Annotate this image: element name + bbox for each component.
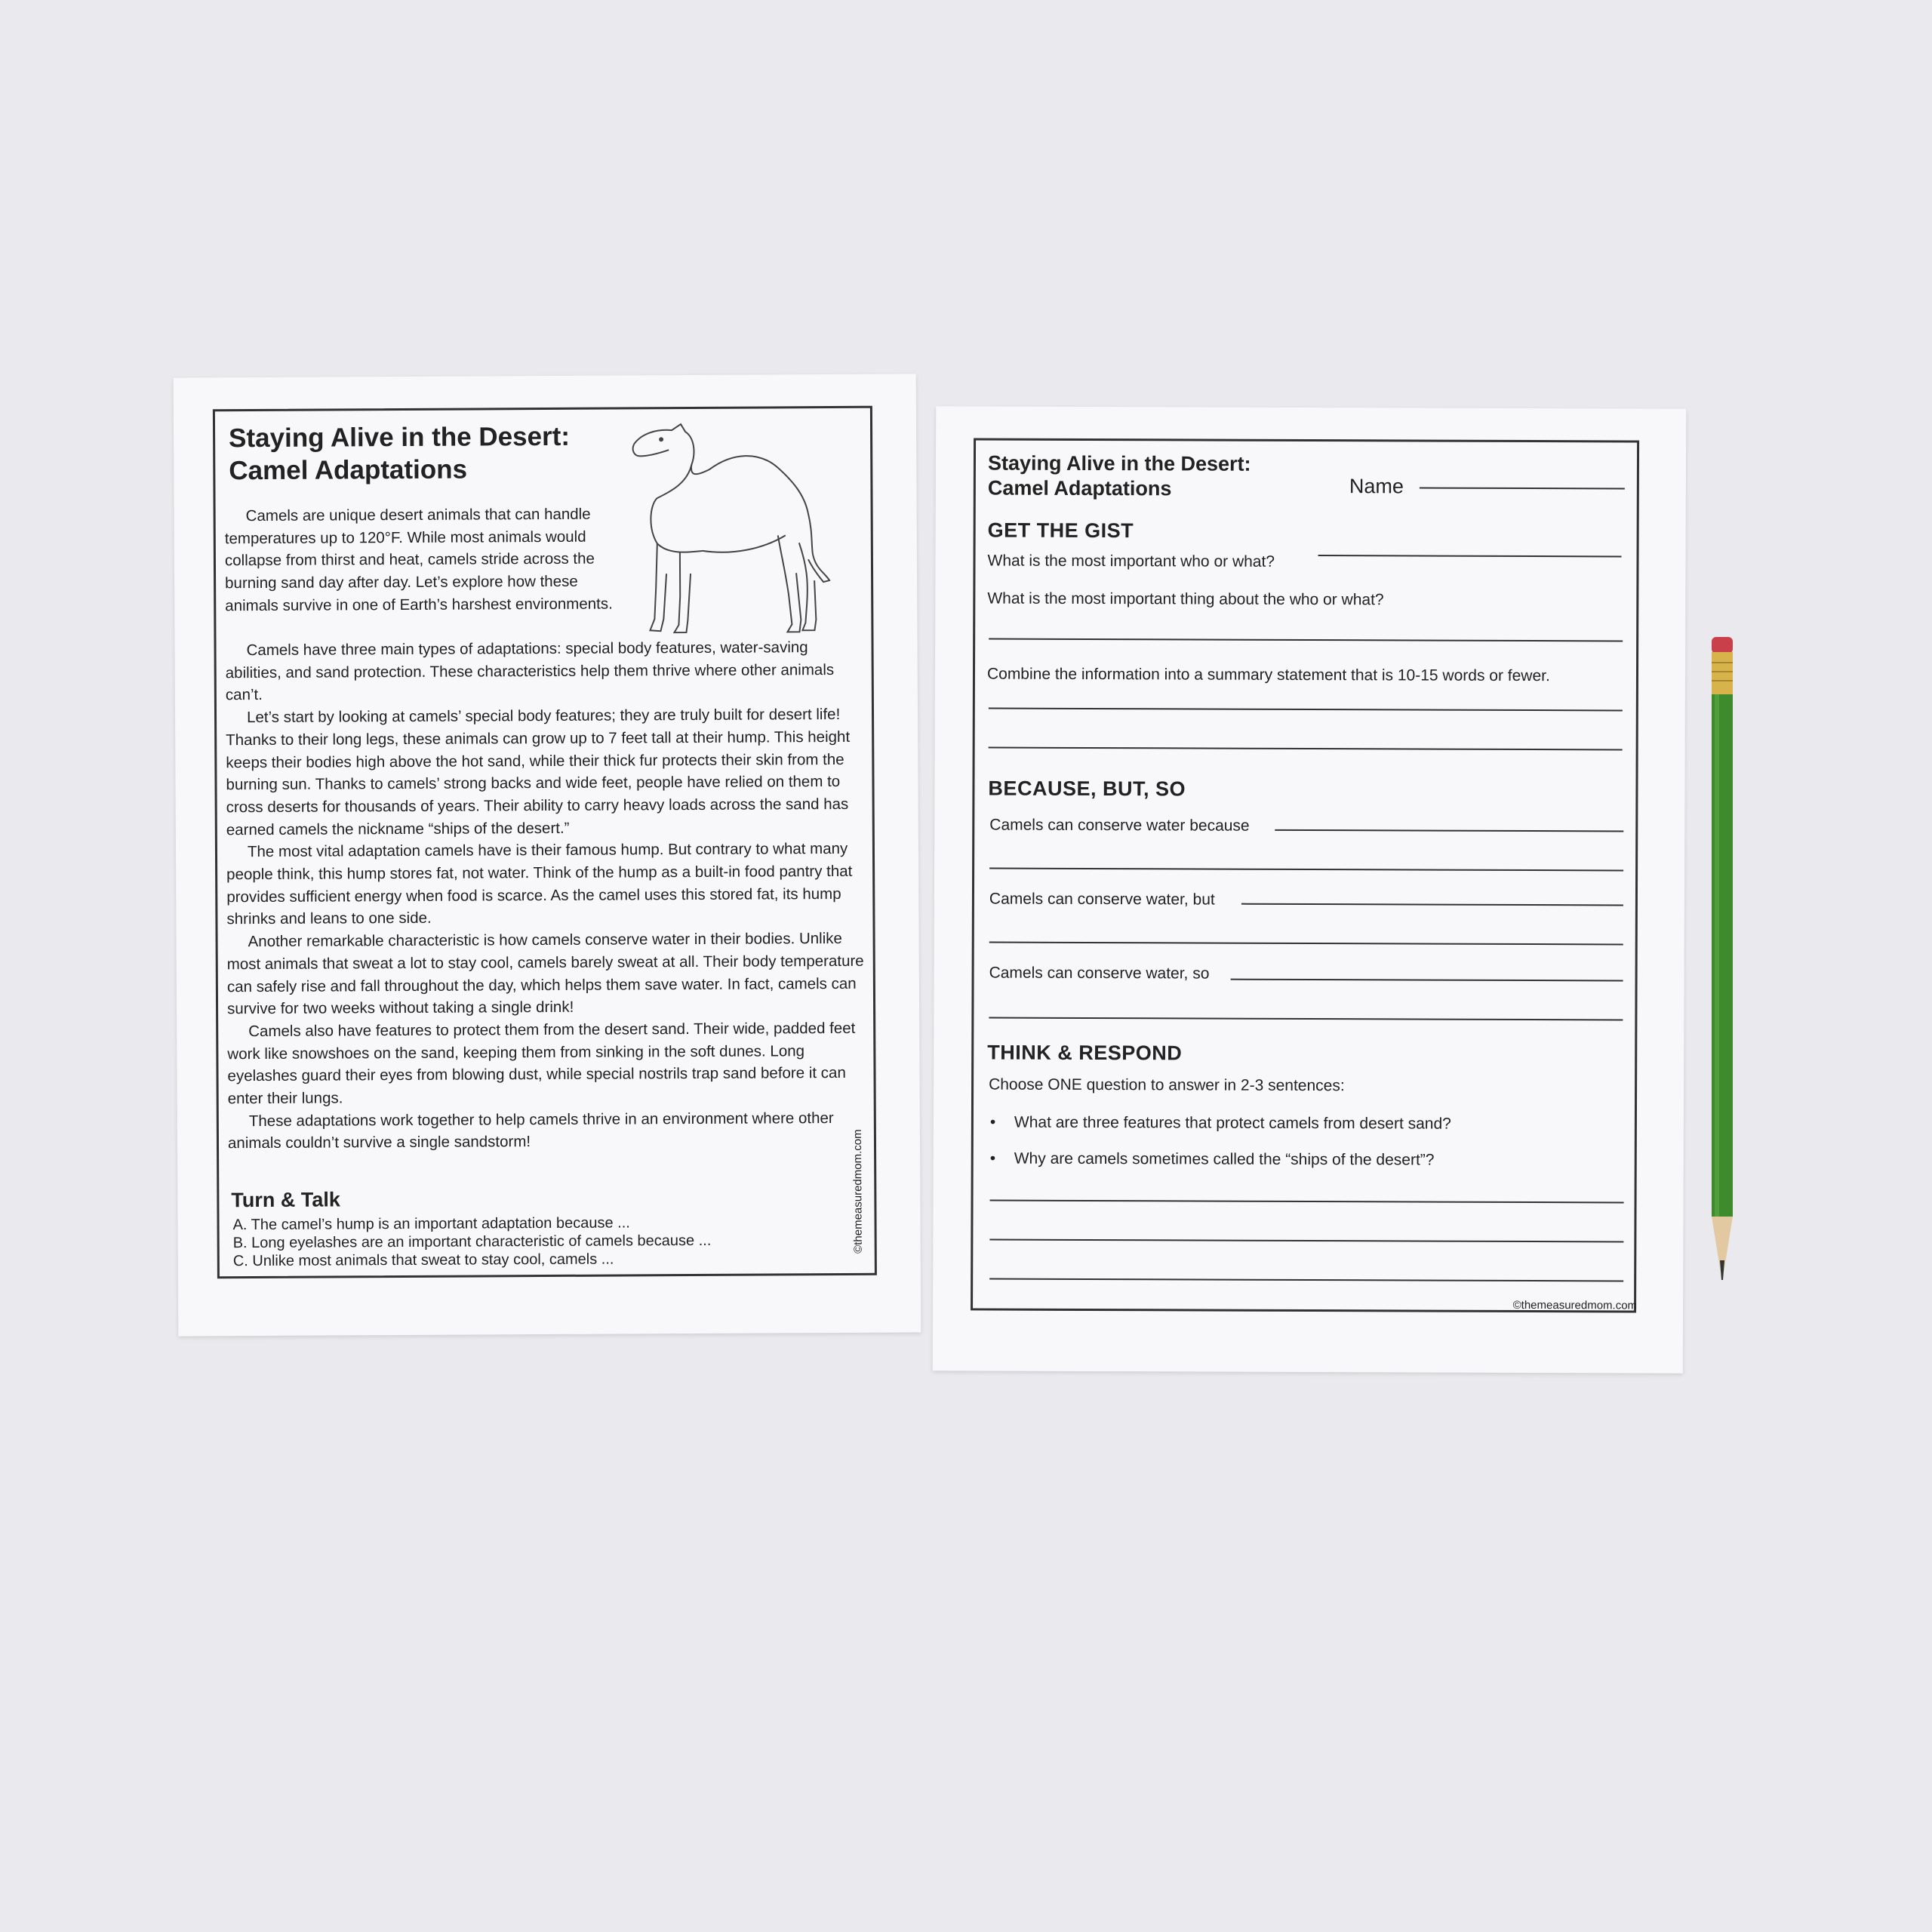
think-question-1: • What are three features that protect camels from desert sand? — [1014, 1114, 1451, 1134]
gist-question-2: What is the most important thing about the who or what? — [987, 589, 1384, 609]
so-answer-line-2[interactable] — [989, 1017, 1623, 1021]
reading-frame — [213, 406, 877, 1279]
worksheet-title — [988, 451, 1251, 502]
gist-heading: GET THE GIST — [987, 518, 1134, 543]
camel-illustration-icon — [626, 422, 854, 638]
but-answer-line-1[interactable] — [1241, 903, 1623, 906]
think-instruction: Choose ONE question to answer in 2-3 sentences: — [989, 1075, 1345, 1095]
summary-line-1[interactable] — [989, 708, 1623, 712]
reading-title — [229, 420, 570, 487]
reading-title-line2: Camel Adaptations — [229, 454, 468, 486]
so-prompt: Camels can conserve water, so — [989, 964, 1210, 983]
because-answer-line-1[interactable] — [1275, 829, 1623, 832]
turn-talk-item-a: A. The camel’s hump is an important adaptation because ... — [232, 1214, 630, 1234]
think-respond-heading: THINK & RESPOND — [987, 1041, 1183, 1065]
worksheet-copyright: ©themeasuredmom.com — [1512, 1298, 1638, 1312]
because-answer-line-2[interactable] — [989, 868, 1623, 872]
body-paragraphs — [225, 636, 866, 1155]
because-prompt: Camels can conserve water because — [989, 816, 1250, 835]
paragraph-7: These adaptations work together to help camels thrive in an environment where other animals couldn’t survive a single sandstorm! — [227, 1109, 834, 1152]
so-answer-line-1[interactable] — [1231, 979, 1623, 982]
because-but-so-heading: BECAUSE, BUT, SO — [988, 777, 1186, 801]
but-answer-line-2[interactable] — [989, 942, 1623, 946]
worksheet-frame — [971, 438, 1639, 1312]
reading-title-line1: Staying Alive in the Desert: — [229, 421, 571, 454]
turn-talk-list — [232, 1214, 711, 1270]
name-label: Name — [1349, 475, 1404, 498]
turn-talk-item-b: B. Long eyelashes are an important characteristic of camels because ... — [232, 1232, 712, 1252]
think-question-2: • Why are camels sometimes called the “ships of the desert”? — [1014, 1150, 1435, 1170]
worksheet-sheet — [933, 406, 1686, 1373]
paragraph-3: Let’s start by looking at camels’ special body features; they are truly built for desert life! Thanks to their long legs, these animals can grow up to 7 feet tall at their hump. This height keeps their bodies high above the hot sand, while their thick fur protects their skin from the burning sun. Thanks to camels’ strong backs and wide feet, people have relied on them to cross deserts for thousands of years. Their ability to carry heavy loads across the sand has earned camels the nickname “ships of the desert.” — [226, 706, 851, 838]
response-line-3[interactable] — [989, 1278, 1623, 1282]
response-line-2[interactable] — [989, 1239, 1623, 1243]
pencil-icon[interactable] — [1704, 637, 1740, 1286]
worksheet-title-line1: Staying Alive in the Desert: — [987, 451, 1251, 475]
intro-paragraph — [225, 503, 618, 617]
intro-text: Camels are unique desert animals that can handle temperatures up to 120°F. While most animals would collapse from thirst and heat, camels stride across the burning sand day after day. Let’s explore how these animals survive in one of Earth’s harshest environments. — [224, 505, 613, 615]
paragraph-6: Camels also have features to protect them from the desert sand. Their wide, padded feet work like snowshoes on the sand, keeping them from sinking in the soft dunes. Long eyelashes guard their eyes from blowing dust, while special nostrils trap sand before it can enter their lungs. — [227, 1019, 856, 1108]
worksheet-title-line2: Camel Adaptations — [987, 476, 1172, 500]
summary-line-2[interactable] — [989, 747, 1623, 751]
turn-talk-heading: Turn & Talk — [231, 1188, 340, 1212]
reading-passage-sheet — [174, 374, 921, 1336]
gist-question-1: What is the most important who or what? — [987, 552, 1275, 571]
paragraph-4: The most vital adaptation camels have is their famous hump. But contrary to what many people think, this hump stores fat, not water. Think of the hump as a built-in food pantry that provides sufficient energy when food is scarce. As the camel uses this stored fat, its hump shrinks and leans to one side. — [226, 840, 853, 928]
but-prompt: Camels can conserve water, but — [989, 890, 1215, 909]
paragraph-2: Camels have three main types of adaptations: special body features, water-saving abilities, and sand protection. These characteristics help them thrive where other animals can’t. — [225, 638, 835, 704]
name-field[interactable] — [1420, 488, 1625, 490]
gist-answer-line-2[interactable] — [989, 638, 1623, 642]
gist-question-3: Combine the information into a summary statement that is 10-15 words or fewer. — [986, 665, 1550, 685]
response-line-1[interactable] — [990, 1200, 1624, 1204]
paragraph-5: Another remarkable characteristic is how camels conserve water in their bodies. Unlike most animals that sweat a lot to stay cool, camels barely sweat at all. Their body temperature can safely rise and fall throughout the day, which helps them save water. In fact, camels can survive for two weeks without taking a single drink! — [226, 930, 864, 1018]
gist-answer-line-1[interactable] — [1318, 555, 1622, 557]
turn-talk-item-c: C. Unlike most animals that sweat to stay cool, camels ... — [232, 1251, 614, 1270]
reading-copyright: ©themeasuredmom.com — [851, 1129, 865, 1254]
